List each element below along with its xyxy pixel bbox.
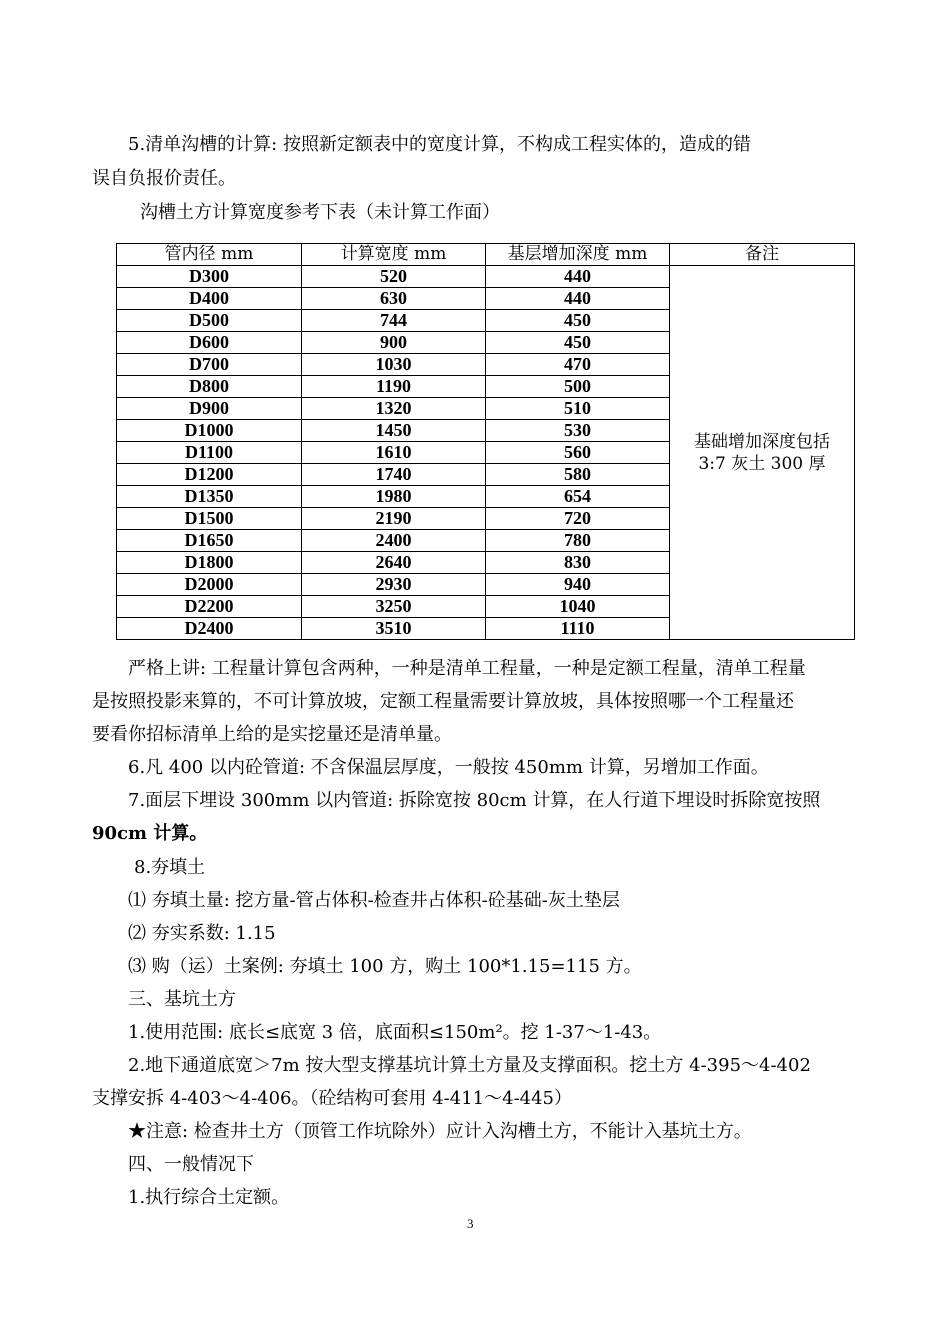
cell-calc-width: 1320 [302, 398, 486, 420]
cell-pipe-diameter: D900 [117, 398, 302, 420]
cell-pipe-diameter: D1650 [117, 530, 302, 552]
strict-paragraph-line2: 是按照投影来算的，不可计算放坡，定额工程量需要计算放坡，具体按照哪一个工程量还 [92, 691, 794, 712]
cell-calc-width: 2190 [302, 508, 486, 530]
cell-added-depth: 510 [486, 398, 670, 420]
table-row [117, 266, 855, 288]
cell-added-depth: 1040 [486, 596, 670, 618]
paragraph-6: 6.凡 400 以内砼管道: 不含保温层厚度，一般按 450mm 计算，另增加工作面。 [128, 757, 769, 778]
cell-added-depth: 440 [486, 266, 670, 288]
page-number: 3 [467, 1216, 474, 1231]
cell-added-depth: 500 [486, 376, 670, 398]
cell-calc-width: 2400 [302, 530, 486, 552]
section-3-item2-line1: 2.地下通道底宽＞7m 按大型支撑基坑计算土方量及支撑面积。挖土方 4-395～4-402 [128, 1055, 811, 1076]
section-4-heading: 四、一般情况下 [128, 1154, 254, 1175]
cell-pipe-diameter: D1000 [117, 420, 302, 442]
section-3-heading: 三、基坑土方 [128, 989, 236, 1010]
cell-pipe-diameter: D1800 [117, 552, 302, 574]
cell-pipe-diameter: D600 [117, 332, 302, 354]
cell-calc-width: 1030 [302, 354, 486, 376]
cell-calc-width: 2930 [302, 574, 486, 596]
paragraph-5-line1: 5.清单沟槽的计算: 按照新定额表中的宽度计算，不构成工程实体的，造成的错 [128, 134, 751, 155]
cell-calc-width: 2640 [302, 552, 486, 574]
cell-added-depth: 450 [486, 332, 670, 354]
table-caption: 沟槽土方计算宽度参考下表（未计算工作面） [140, 202, 500, 223]
table-header-row [117, 244, 855, 266]
cell-added-depth: 780 [486, 530, 670, 552]
paragraph-8: 8.夯填土 [134, 857, 206, 878]
header-added-depth: 基层增加深度 mm [486, 244, 670, 266]
cell-pipe-diameter: D500 [117, 310, 302, 332]
cell-calc-width: 1450 [302, 420, 486, 442]
remarks-line1: 基础增加深度包括 [694, 431, 830, 452]
cell-pipe-diameter: D300 [117, 266, 302, 288]
header-pipe-diameter: 管内径 mm [117, 244, 302, 266]
cell-added-depth: 560 [486, 442, 670, 464]
cell-calc-width: 520 [302, 266, 486, 288]
cell-pipe-diameter: D800 [117, 376, 302, 398]
remarks-line2: 3:7 灰土 300 厚 [698, 453, 826, 474]
header-calc-width: 计算宽度 mm [302, 244, 486, 266]
cell-added-depth: 830 [486, 552, 670, 574]
cell-pipe-diameter: D2000 [117, 574, 302, 596]
cell-added-depth: 530 [486, 420, 670, 442]
cell-added-depth: 940 [486, 574, 670, 596]
cell-pipe-diameter: D1350 [117, 486, 302, 508]
cell-calc-width: 1980 [302, 486, 486, 508]
paragraph-7-line2: 90cm 计算。 [92, 823, 208, 844]
cell-calc-width: 744 [302, 310, 486, 332]
cell-calc-width: 900 [302, 332, 486, 354]
section-3-item2-line2: 支撑安拆 4-403～4-406。（砼结构可套用 4-411～4-445） [92, 1088, 573, 1109]
cell-calc-width: 1610 [302, 442, 486, 464]
section-3-item1: 1.使用范围: 底长≤底宽 3 倍，底面积≤150m²。挖 1-37～1-43。 [128, 1022, 662, 1043]
cell-added-depth: 720 [486, 508, 670, 530]
cell-pipe-diameter: D1200 [117, 464, 302, 486]
cell-pipe-diameter: D400 [117, 288, 302, 310]
paragraph-8-item2: ⑵ 夯实系数: 1.15 [128, 923, 276, 944]
paragraph-7-line1: 7.面层下埋设 300mm 以内管道: 拆除宽按 80cm 计算，在人行道下埋设时拆除宽按照 [128, 790, 821, 811]
paragraph-8-item3: ⑶ 购（运）土案例: 夯填土 100 方，购土 100*1.15=115 方。 [128, 956, 642, 977]
paragraph-8-item1: ⑴ 夯填土量: 挖方量-管占体积-检查井占体积-砼基础-灰土垫层 [128, 890, 620, 911]
cell-added-depth: 440 [486, 288, 670, 310]
cell-remarks [670, 266, 855, 640]
cell-pipe-diameter: D700 [117, 354, 302, 376]
cell-added-depth: 654 [486, 486, 670, 508]
strict-paragraph-line3: 要看你招标清单上给的是实挖量还是清单量。 [92, 724, 452, 745]
header-remarks: 备注 [670, 244, 855, 266]
cell-pipe-diameter: D1500 [117, 508, 302, 530]
note-paragraph: ★注意: 检查井土方（顶管工作坑除外）应计入沟槽土方，不能计入基坑土方。 [128, 1121, 752, 1142]
strict-paragraph-line1: 严格上讲: 工程量计算包含两种，一种是清单工程量，一种是定额工程量，清单工程量 [128, 658, 806, 679]
cell-added-depth: 1110 [486, 618, 670, 640]
trench-width-table [116, 243, 855, 640]
cell-pipe-diameter: D2200 [117, 596, 302, 618]
cell-added-depth: 450 [486, 310, 670, 332]
cell-pipe-diameter: D2400 [117, 618, 302, 640]
cell-added-depth: 580 [486, 464, 670, 486]
paragraph-5-line2: 误自负报价责任。 [92, 168, 236, 189]
cell-calc-width: 3250 [302, 596, 486, 618]
cell-calc-width: 630 [302, 288, 486, 310]
cell-added-depth: 470 [486, 354, 670, 376]
cell-calc-width: 1190 [302, 376, 486, 398]
cell-calc-width: 3510 [302, 618, 486, 640]
cell-calc-width: 1740 [302, 464, 486, 486]
section-4-item1: 1.执行综合土定额。 [128, 1187, 290, 1208]
cell-pipe-diameter: D1100 [117, 442, 302, 464]
